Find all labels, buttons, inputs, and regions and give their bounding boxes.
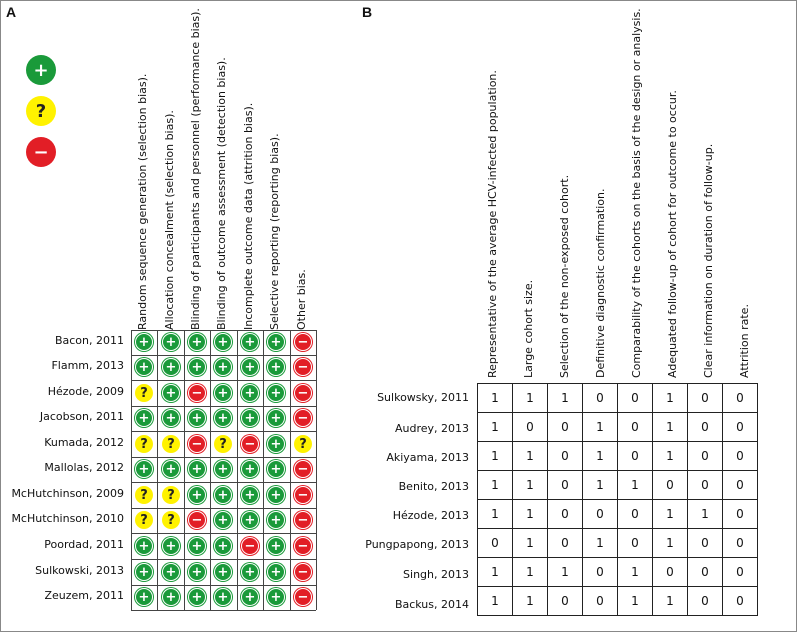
panel-a-rating-cell <box>290 330 316 354</box>
panel-b-value-cell: 1 <box>513 384 548 413</box>
panel-a-rating-cell <box>210 560 236 584</box>
panel-b-column-header: Comparability of the cohorts on the basis of the design or analysis. <box>630 8 643 378</box>
panel-a-rating-cell <box>184 483 210 507</box>
panel-a-rating-cell <box>158 457 184 481</box>
plus-icon: + <box>135 460 153 478</box>
panel-a-study-label: Jacobson, 2011 <box>39 410 124 423</box>
panel-a-rating-cell <box>158 330 184 354</box>
panel-b-value-cell: 0 <box>723 442 758 471</box>
panel-a-study-label: McHutchinson, 2010 <box>11 512 124 525</box>
panel-a-grid-line <box>157 330 158 610</box>
plus-icon: + <box>214 563 232 581</box>
panel-a-grid-line <box>184 330 185 610</box>
panel-a-study-label: Poordad, 2011 <box>44 538 124 551</box>
plus-icon: + <box>214 511 232 529</box>
minus-icon: − <box>294 333 312 351</box>
panel-b-value-cell: 1 <box>478 500 513 529</box>
plus-icon: + <box>188 460 206 478</box>
plus-icon: + <box>188 486 206 504</box>
minus-icon: − <box>241 435 259 453</box>
panel-b-column-header: Large cohort size. <box>522 279 535 378</box>
panel-a-grid-line <box>263 330 264 610</box>
panel-b-label: B <box>362 4 373 20</box>
table-row <box>478 471 758 500</box>
question-icon: ? <box>135 511 153 529</box>
panel-b-value-cell: 0 <box>618 529 653 558</box>
panel-a-rating-cell <box>263 381 289 405</box>
panel-b-value-cell: 0 <box>723 471 758 500</box>
panel-a-grid-line <box>290 330 291 610</box>
plus-icon: + <box>135 537 153 555</box>
minus-icon: − <box>294 537 312 555</box>
plus-icon: + <box>188 588 206 606</box>
panel-b-value-cell: 0 <box>688 529 723 558</box>
panel-b-value-cell: 0 <box>618 384 653 413</box>
panel-a-study-label: Mallolas, 2012 <box>44 461 124 474</box>
panel-b-value-cell: 1 <box>478 471 513 500</box>
panel-a-rating-cell <box>210 585 236 609</box>
panel-a-rating-cell <box>290 355 316 379</box>
panel-a-rating-cell <box>290 457 316 481</box>
panel-a-rating-cell <box>184 534 210 558</box>
plus-icon: + <box>214 358 232 376</box>
table-row <box>478 500 758 529</box>
panel-b-value-cell: 0 <box>723 384 758 413</box>
panel-a-column-header: Allocation concealment (selection bias). <box>163 110 176 330</box>
question-icon: ? <box>135 384 153 402</box>
panel-a-rating-cell <box>184 432 210 456</box>
panel-a-rating-cell <box>290 406 316 430</box>
panel-b-value-cell: 1 <box>513 587 548 616</box>
panel-b-value-cell: 0 <box>723 587 758 616</box>
panel-a-grid-line <box>131 330 316 331</box>
table-row <box>478 413 758 442</box>
panel-a-grid-line <box>237 330 238 610</box>
panel-b-study-label: Benito, 2013 <box>398 480 469 493</box>
plus-icon: + <box>162 333 180 351</box>
plus-icon: + <box>214 588 232 606</box>
plus-icon: + <box>241 358 259 376</box>
minus-icon: − <box>294 460 312 478</box>
panel-b-value-cell: 0 <box>653 558 688 587</box>
panel-b-value-cell: 1 <box>653 384 688 413</box>
panel-b-study-label: Pungpapong, 2013 <box>365 538 469 551</box>
panel-a-rating-cell <box>263 330 289 354</box>
panel-b-column-header: Representative of the average HCV-infected population. <box>486 70 499 378</box>
panel-a-grid-line <box>131 380 316 381</box>
panel-b-value-cell: 0 <box>548 587 583 616</box>
question-icon: ? <box>135 435 153 453</box>
panel-a-rating-cell <box>210 483 236 507</box>
plus-icon: + <box>267 435 285 453</box>
panel-a-study-label: McHutchinson, 2009 <box>11 487 124 500</box>
panel-b-value-cell: 0 <box>688 471 723 500</box>
panel-a-grid-line <box>131 585 316 586</box>
minus-icon: − <box>294 384 312 402</box>
panel-b-value-cell: 0 <box>653 471 688 500</box>
panel-a-grid-line <box>210 330 211 610</box>
plus-icon: + <box>188 333 206 351</box>
panel-a-rating-cell <box>184 457 210 481</box>
panel-b-value-cell: 1 <box>653 413 688 442</box>
panel-b-column-header: Definitive diagnostic confirmation. <box>594 188 607 378</box>
plus-icon: + <box>162 537 180 555</box>
panel-a-rating-cell <box>131 534 157 558</box>
panel-b-value-cell: 0 <box>583 587 618 616</box>
question-icon: ? <box>162 435 180 453</box>
panel-b-column-header: Attrition rate. <box>738 304 751 378</box>
panel-b-value-cell: 0 <box>583 384 618 413</box>
panel-b-value-cell: 1 <box>618 558 653 587</box>
panel-a-rating-cell <box>131 355 157 379</box>
plus-icon: + <box>214 384 232 402</box>
panel-a-rating-cell <box>290 381 316 405</box>
panel-a-study-label: Kumada, 2012 <box>44 436 124 449</box>
minus-icon: − <box>241 537 259 555</box>
panel-b-value-cell: 1 <box>513 442 548 471</box>
panel-b-value-cell: 1 <box>688 500 723 529</box>
plus-icon: + <box>188 537 206 555</box>
panel-a-rating-cell <box>263 406 289 430</box>
panel-a-rating-cell <box>263 534 289 558</box>
panel-b-value-cell: 0 <box>583 558 618 587</box>
panel-a-rating-cell <box>184 585 210 609</box>
minus-icon: − <box>294 588 312 606</box>
panel-a-rating-cell <box>263 355 289 379</box>
question-icon: ? <box>214 435 232 453</box>
plus-icon: + <box>135 588 153 606</box>
panel-b-value-cell: 1 <box>513 500 548 529</box>
panel-b-value-cell: 1 <box>548 558 583 587</box>
plus-icon: + <box>214 486 232 504</box>
panel-a-column-header: Incomplete outcome data (attrition bias). <box>242 102 255 330</box>
legend-minus-icon: − <box>26 137 56 167</box>
minus-icon: − <box>294 358 312 376</box>
panel-a-rating-cell <box>210 355 236 379</box>
panel-a-rating-cell <box>237 406 263 430</box>
plus-icon: + <box>267 333 285 351</box>
plus-icon: + <box>135 358 153 376</box>
minus-icon: − <box>294 486 312 504</box>
panel-b-value-cell: 0 <box>618 500 653 529</box>
panel-a-rating-cell <box>184 406 210 430</box>
panel-b-value-cell: 1 <box>583 442 618 471</box>
panel-a-column-header: Random sequence generation (selection bias). <box>136 73 149 330</box>
panel-b-column-header: Clear information on duration of follow-up. <box>702 143 715 378</box>
legend-question-icon: ? <box>26 96 56 126</box>
panel-b-study-label: Audrey, 2013 <box>394 422 469 435</box>
panel-a-rating-cell <box>131 457 157 481</box>
panel-a-rating-cell <box>237 381 263 405</box>
minus-icon: − <box>188 435 206 453</box>
panel-a-rating-cell <box>263 457 289 481</box>
question-icon: ? <box>135 486 153 504</box>
panel-a-rating-cell <box>210 406 236 430</box>
panel-a-rating-cell <box>184 355 210 379</box>
panel-a-rating-cell <box>237 457 263 481</box>
panel-a-rating-cell <box>131 508 157 532</box>
question-icon: ? <box>162 486 180 504</box>
plus-icon: + <box>241 460 259 478</box>
panel-b-value-cell: 0 <box>583 500 618 529</box>
panel-a-grid-line <box>131 610 316 611</box>
panel-a-rating-cell <box>131 406 157 430</box>
panel-a-rating-cell <box>131 585 157 609</box>
minus-icon: − <box>188 384 206 402</box>
panel-a-rating-cell <box>158 534 184 558</box>
panel-b-study-label: Sulkowsky, 2011 <box>377 391 469 404</box>
panel-b-value-cell: 1 <box>653 587 688 616</box>
panel-a-rating-cell <box>184 330 210 354</box>
panel-a-rating-cell <box>290 432 316 456</box>
panel-b-value-cell: 0 <box>723 413 758 442</box>
panel-b-study-label: Akiyama, 2013 <box>386 451 469 464</box>
plus-icon: + <box>241 384 259 402</box>
panel-b-value-cell: 1 <box>513 529 548 558</box>
plus-icon: + <box>267 588 285 606</box>
panel-a-grid-line <box>131 508 316 509</box>
panel-a-column-header: Blinding of outcome assessment (detection bias). <box>215 57 228 330</box>
minus-icon: − <box>294 563 312 581</box>
panel-b-value-cell: 1 <box>513 471 548 500</box>
panel-b-value-cell: 1 <box>583 471 618 500</box>
plus-icon: + <box>188 563 206 581</box>
plus-icon: + <box>188 409 206 427</box>
panel-b-value-cell: 1 <box>478 384 513 413</box>
plus-icon: + <box>162 409 180 427</box>
panel-a-grid-line <box>131 482 316 483</box>
question-icon: ? <box>294 435 312 453</box>
panel-a-rating-cell <box>263 585 289 609</box>
panel-a-rating-cell <box>158 432 184 456</box>
panel-a-rating-cell <box>290 483 316 507</box>
panel-a-rating-cell <box>131 381 157 405</box>
panel-a-grid-line <box>131 559 316 560</box>
panel-b-value-cell: 0 <box>723 558 758 587</box>
panel-a-rating-cell <box>158 508 184 532</box>
table-row <box>478 587 758 616</box>
minus-icon: − <box>294 511 312 529</box>
panel-a-rating-cell <box>158 585 184 609</box>
panel-a-rating-cell <box>131 330 157 354</box>
panel-b-value-cell: 0 <box>618 413 653 442</box>
panel-a-rating-cell <box>263 508 289 532</box>
panel-a-rating-cell <box>158 406 184 430</box>
panel-b-column-header: Selection of the non-exposed cohort. <box>558 174 571 378</box>
panel-a-grid-line <box>131 355 316 356</box>
plus-icon: + <box>241 563 259 581</box>
panel-a-grid-line <box>131 533 316 534</box>
panel-a-rating-cell <box>237 355 263 379</box>
panel-a-study-label: Sulkowski, 2013 <box>35 564 124 577</box>
panel-a-rating-cell <box>210 432 236 456</box>
panel-b-value-cell: 1 <box>583 413 618 442</box>
panel-a-rating-cell <box>237 534 263 558</box>
panel-a-grid-line <box>131 406 316 407</box>
plus-icon: + <box>267 537 285 555</box>
plus-icon: + <box>267 409 285 427</box>
panel-a-rating-cell <box>237 585 263 609</box>
plus-icon: + <box>188 358 206 376</box>
plus-icon: + <box>241 409 259 427</box>
panel-a-column-header: Selective reporting (reporting bias). <box>268 133 281 330</box>
panel-b-value-cell: 0 <box>548 413 583 442</box>
panel-b-value-cell: 1 <box>653 529 688 558</box>
plus-icon: + <box>267 460 285 478</box>
panel-b-study-label: Singh, 2013 <box>403 568 469 581</box>
panel-b-value-cell: 0 <box>548 471 583 500</box>
panel-a-rating-cell <box>158 381 184 405</box>
panel-b-value-cell: 1 <box>478 442 513 471</box>
panel-a-rating-cell <box>131 560 157 584</box>
plus-icon: + <box>267 563 285 581</box>
panel-a-rating-cell <box>158 483 184 507</box>
panel-a-rating-cell <box>290 508 316 532</box>
panel-b-value-cell: 1 <box>618 471 653 500</box>
panel-b-value-cell: 0 <box>618 442 653 471</box>
panel-a-rating-cell <box>210 381 236 405</box>
panel-a-rating-cell <box>131 483 157 507</box>
panel-b-study-label: Hézode, 2013 <box>392 509 469 522</box>
panel-a-rating-cell <box>237 432 263 456</box>
panel-a-rating-cell <box>290 560 316 584</box>
panel-a-rating-cell <box>184 381 210 405</box>
panel-a-label: A <box>6 4 17 20</box>
plus-icon: + <box>241 486 259 504</box>
panel-a-rating-cell <box>184 560 210 584</box>
panel-a-rating-cell <box>237 330 263 354</box>
panel-a-study-label: Flamm, 2013 <box>51 359 124 372</box>
panel-a-rating-cell <box>237 483 263 507</box>
panel-a-rating-cell <box>263 483 289 507</box>
panel-b-value-cell: 0 <box>513 413 548 442</box>
panel-a-rating-cell <box>263 560 289 584</box>
panel-a-rating-cell <box>158 560 184 584</box>
panel-b-value-cell: 1 <box>478 587 513 616</box>
panel-a-rating-cell <box>184 508 210 532</box>
plus-icon: + <box>241 588 259 606</box>
panel-a-grid-line <box>131 330 132 610</box>
plus-icon: + <box>267 384 285 402</box>
panel-b-value-cell: 1 <box>513 558 548 587</box>
panel-b-value-cell: 0 <box>688 558 723 587</box>
table-row <box>478 384 758 413</box>
panel-b-value-cell: 1 <box>583 529 618 558</box>
panel-a-grid-line <box>131 431 316 432</box>
panel-a-rating-cell <box>210 534 236 558</box>
panel-b-value-cell: 0 <box>548 500 583 529</box>
plus-icon: + <box>241 511 259 529</box>
panel-a-rating-cell <box>210 457 236 481</box>
panel-b-value-cell: 0 <box>688 442 723 471</box>
minus-icon: − <box>294 409 312 427</box>
panel-a-rating-cell <box>263 432 289 456</box>
panel-a-grid-line <box>316 330 317 610</box>
plus-icon: + <box>135 333 153 351</box>
panel-b-value-cell: 0 <box>548 529 583 558</box>
panel-b-value-cell: 0 <box>548 442 583 471</box>
plus-icon: + <box>214 460 232 478</box>
panel-b-table <box>477 383 758 616</box>
plus-icon: + <box>267 511 285 529</box>
panel-a-study-label: Zeuzem, 2011 <box>44 589 124 602</box>
panel-b-value-cell: 1 <box>618 587 653 616</box>
panel-a-study-label: Bacon, 2011 <box>54 334 124 347</box>
panel-a-column-header: Blinding of participants and personnel (performance bias). <box>189 8 202 330</box>
panel-a-rating-cell <box>237 508 263 532</box>
panel-a-rating-cell <box>210 508 236 532</box>
plus-icon: + <box>162 384 180 402</box>
minus-icon: − <box>188 511 206 529</box>
panel-a-rating-cell <box>237 560 263 584</box>
panel-b-value-cell: 0 <box>688 384 723 413</box>
panel-b-value-cell: 1 <box>478 413 513 442</box>
plus-icon: + <box>162 588 180 606</box>
plus-icon: + <box>241 333 259 351</box>
panel-b-column-header: Adequated follow-up of cohort for outcome to occur. <box>666 90 679 378</box>
panel-b-value-cell: 0 <box>688 413 723 442</box>
plus-icon: + <box>214 333 232 351</box>
table-row <box>478 558 758 587</box>
panel-a-study-label: Hézode, 2009 <box>47 385 124 398</box>
legend-plus-icon: + <box>26 55 56 85</box>
plus-icon: + <box>162 563 180 581</box>
panel-b-value-cell: 0 <box>688 587 723 616</box>
panel-a-rating-cell <box>158 355 184 379</box>
plus-icon: + <box>214 409 232 427</box>
panel-b-value-cell: 1 <box>653 442 688 471</box>
table-row <box>478 442 758 471</box>
question-icon: ? <box>162 511 180 529</box>
panel-a-column-header: Other bias. <box>295 269 308 330</box>
panel-a-rating-cell <box>290 585 316 609</box>
plus-icon: + <box>267 486 285 504</box>
panel-b-value-cell: 0 <box>723 500 758 529</box>
panel-a-rating-cell <box>131 432 157 456</box>
panel-a-rating-cell <box>290 534 316 558</box>
panel-b-value-cell: 0 <box>478 529 513 558</box>
panel-a-rating-cell <box>210 330 236 354</box>
panel-b-study-label: Backus, 2014 <box>394 598 469 611</box>
plus-icon: + <box>135 563 153 581</box>
plus-icon: + <box>162 358 180 376</box>
panel-b-value-cell: 1 <box>653 500 688 529</box>
plus-icon: + <box>214 537 232 555</box>
panel-a-grid-line <box>131 457 316 458</box>
panel-b-value-cell: 1 <box>478 558 513 587</box>
panel-b-value-cell: 0 <box>723 529 758 558</box>
table-row <box>478 529 758 558</box>
plus-icon: + <box>162 460 180 478</box>
plus-icon: + <box>267 358 285 376</box>
panel-b-value-cell: 1 <box>548 384 583 413</box>
plus-icon: + <box>135 409 153 427</box>
